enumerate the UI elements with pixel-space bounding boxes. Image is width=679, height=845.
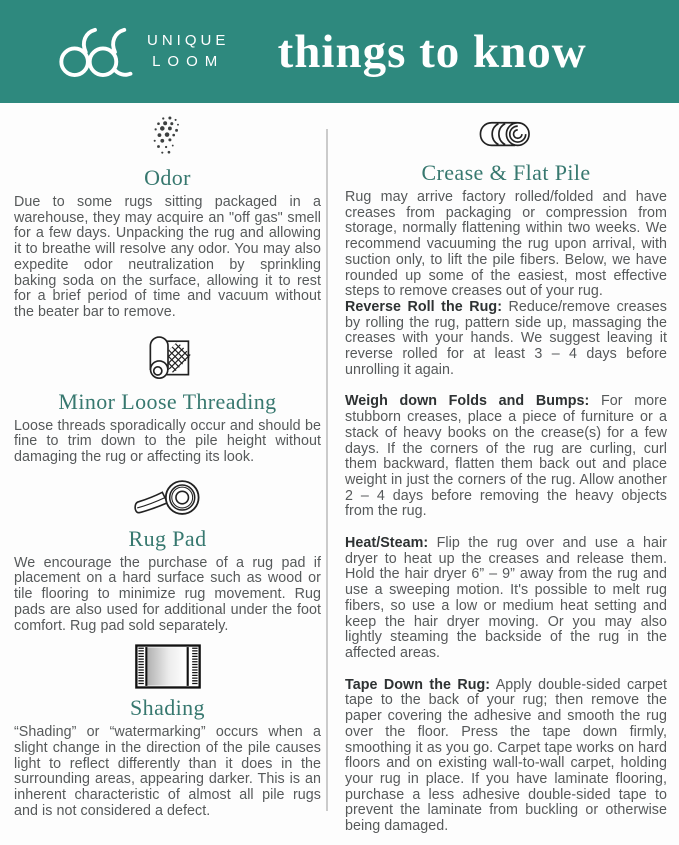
brand-line-unique: UNIQUE bbox=[147, 32, 230, 50]
section-title-rug-pad: Rug Pad bbox=[128, 525, 207, 551]
section-title-odor: Odor bbox=[144, 165, 191, 190]
tip-tape-down-body: Apply double-sided carpet tape to the back of your rug; then remove the paper covering the adhesive and smooth the rug over the floor. Press the tape down firmly, smoothing it as you go. Carpet tape works on hard floors and on existing wall-to-wall carpet, holding your rug in place. If you have laminate flooring, purchase a less adhesive double-sided tape to prevent the laminate from buckling or otherwise being damaged. bbox=[345, 676, 667, 835]
tip-weigh-down-body: For more stubborn creases, place a piece of furniture or a stack of heavy books on the crease(s) for a few days. If the corners of the rug are curling, curl them backward, flatten them back out and place weight in just the corners of the rug. Allow another 2 – 4 days before removing the heavy objects from the rug. bbox=[345, 393, 667, 520]
section-title-threading: Minor Loose Threading bbox=[58, 388, 277, 414]
section-body-rug-pad: We encourage the purchase of a rug pad if placement on a hard surface such as wood or tile flooring to minimize rug movement. Rug pads are also used for additional under the foot comfort. Rug pad sold separately. bbox=[14, 554, 321, 634]
rug-pad-roll-icon bbox=[132, 502, 204, 519]
section-rug-pad bbox=[14, 476, 321, 635]
section-body-threading: Loose threads sporadically occur and should be fine to trim down to the pile height without damaging the rug or affecting its look. bbox=[14, 417, 321, 466]
odor-specks-icon bbox=[149, 141, 187, 158]
page-title: things to know bbox=[277, 25, 587, 78]
section-crease-flat-pile bbox=[345, 119, 667, 835]
tip-heat-steam-label: Heat/Steam: bbox=[345, 535, 429, 552]
section-title-shading: Shading bbox=[130, 695, 205, 721]
loom-loops-icon bbox=[56, 23, 134, 81]
brand-line-loom: LOOM bbox=[152, 52, 225, 70]
section-title-crease: Crease & Flat Pile bbox=[421, 160, 591, 185]
section-minor-loose-threading bbox=[14, 331, 321, 466]
tip-heat-steam-body: Flip the rug over and use a hair dryer to heat up the creases and release them. Hold the hair dryer 6” – 9” away from the rug and use a sweeping motion. It's possible to melt rug fibers, so use a low or medium heat setting and keep the hair dryer moving. Or you may also lightly steaming the backside of the rug in the affected areas. bbox=[345, 535, 667, 661]
column-divider bbox=[326, 129, 328, 811]
unique-loom-logo bbox=[56, 23, 229, 81]
brand-name bbox=[147, 31, 229, 72]
tip-tape-down bbox=[345, 678, 667, 835]
shaded-rug-icon bbox=[135, 671, 201, 688]
crease-intro-text: Rug may arrive factory rolled/folded and have creases from packaging or compression from storage, normally flattening within two weeks. We recommend vacuuming the rug upon arrival, with suction only, to lift the pile fibers. Below, we have rounded up some of the easiest, most effective steps to remove creases out of your rug. bbox=[345, 189, 667, 300]
left-column bbox=[14, 103, 321, 829]
tip-reverse-roll-label: Reverse Roll the Rug: bbox=[345, 298, 503, 315]
tip-reverse-roll-body: Reduce/remove creases by rolling the rug, pattern side up, massaging the creases with your hands. We suggest leaving it reverse rolled for at least 3 – 4 days before unrolling it again. bbox=[345, 298, 667, 378]
content-area bbox=[0, 103, 679, 835]
tip-heat-steam bbox=[345, 536, 667, 662]
section-shading bbox=[14, 644, 321, 819]
section-body-shading: “Shading” or “watermarking” occurs when a slight change in the direction of the pile causes light to reflect differently than it does in the surrounding areas, appearing darker. This is an inherent characteristic of almost all pile rugs and is not considered a defect. bbox=[14, 724, 321, 819]
unrolling-rug-icon bbox=[142, 365, 194, 382]
tip-weigh-down-label: Weigh down Folds and Bumps: bbox=[345, 393, 590, 410]
section-body-odor: Due to some rugs sitting packaged in a warehouse, they may acquire an "off gas" smell for a few days. Unpacking the rug and allowing it to breathe will resolve any odor. You may also expedite odor neutralization by sprinkling baking soda on the surface, allowing it to rest for a brief period of time and vacuum without the beater bar to remove. bbox=[14, 194, 321, 320]
tip-reverse-roll bbox=[345, 300, 667, 379]
rolled-rug-side-icon bbox=[475, 132, 537, 149]
right-column bbox=[345, 103, 667, 845]
section-odor bbox=[14, 115, 321, 321]
tip-weigh-down bbox=[345, 394, 667, 520]
header-banner bbox=[0, 0, 679, 103]
tip-tape-down-label: Tape Down the Rug: bbox=[345, 676, 491, 693]
